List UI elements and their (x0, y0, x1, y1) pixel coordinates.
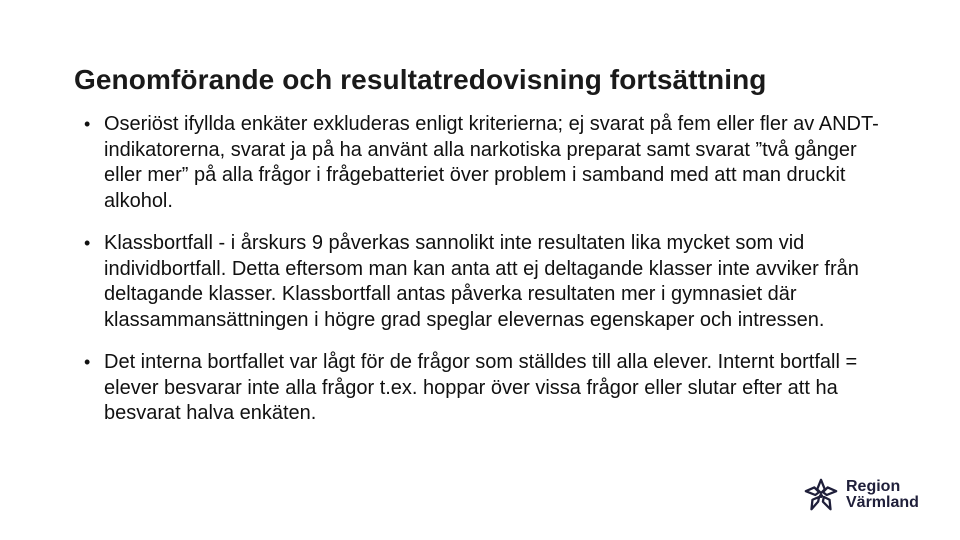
bullet-dot: • (84, 114, 91, 134)
bullet-text: Klassbortfall - i årskurs 9 påverkas sannolikt inte resultaten lika mycket som vid individbortfall. Detta eftersom man kan anta att ej deltagande klasser inte avviker från deltagande klasser. Klassbortfall antas påverka resultaten mer i gymnasiet där klassammansättningen i högre grad speglar elevernas egenskaper och intressen. (104, 232, 859, 331)
bullet-dot: • (84, 233, 91, 253)
logo-wordmark (846, 479, 919, 511)
bullet-dot: • (84, 352, 91, 372)
logo-line-varmland: Värmland (846, 494, 919, 511)
region-varmland-logo (802, 476, 919, 514)
bullet-item (82, 231, 882, 333)
bullet-text: Det interna bortfallet var lågt för de frågor som ställdes till alla elever. Internt bortfall = elever besvarar inte alla frågor t.ex. hoppar över vissa frågor eller slutar efter att ha besvarat halva enkäten. (104, 351, 858, 424)
slide-title: Genomförande och resultatredovisning fortsättning (74, 64, 767, 95)
bullet-item (82, 350, 882, 427)
bullet-text: Oseriöst ifyllda enkäter exkluderas enligt kriterierna; ej svarat på fem eller fler av ANDT-indikatorerna, svarat ja på ha använt alla narkotiska preparat samt svarat ”två gånger eller mer” på alla frågor i frågebatteriet över problem i samband med att man druckit alkohol. (104, 113, 879, 212)
bullet-item (82, 112, 882, 214)
logo-line-region: Region (846, 478, 901, 495)
bullet-list (82, 112, 882, 444)
flower-logo-icon (802, 476, 840, 514)
